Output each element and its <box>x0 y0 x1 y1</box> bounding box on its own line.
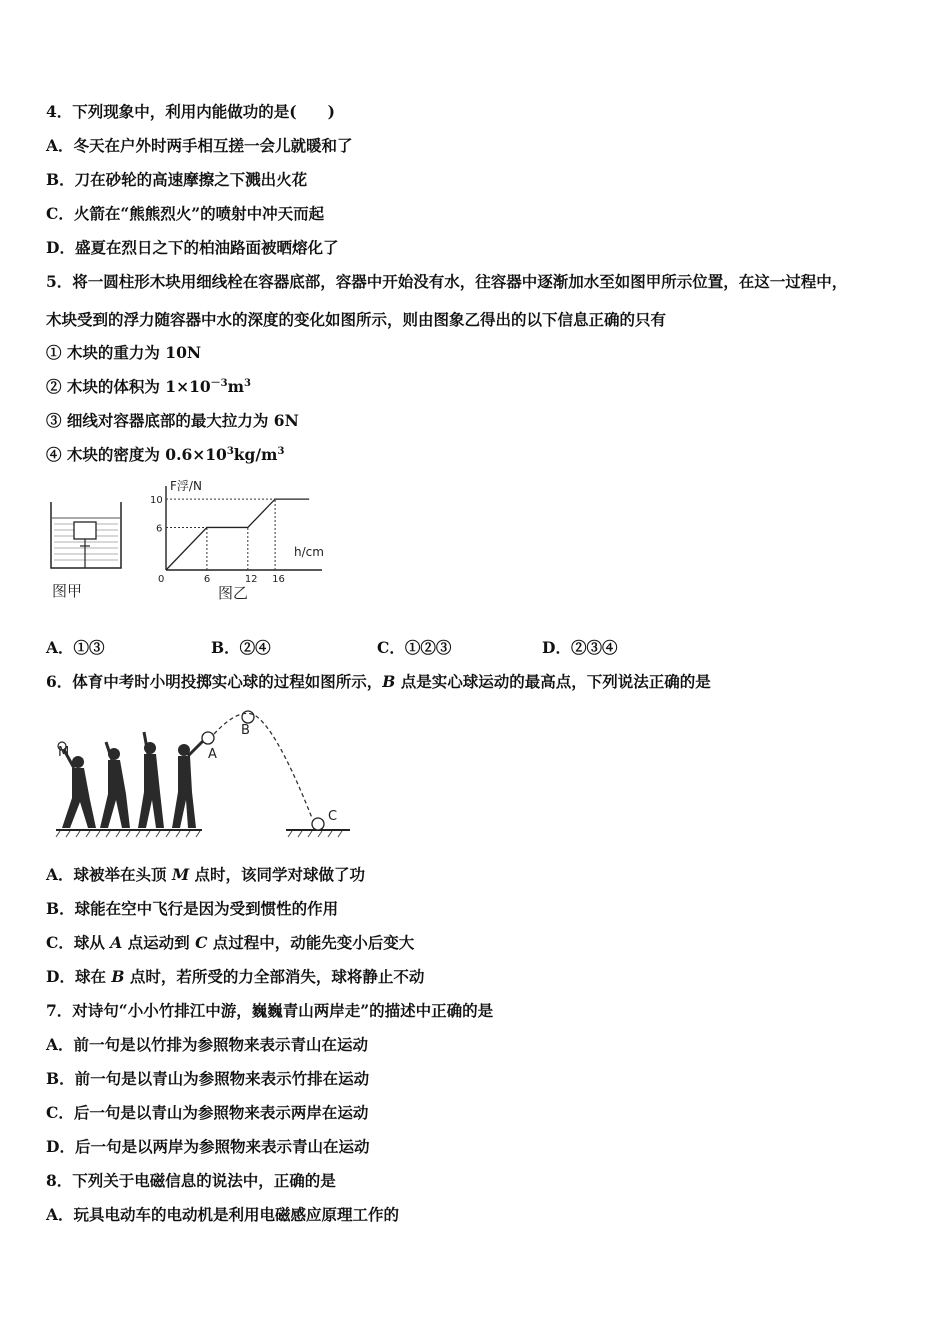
q5-option-b: B．②④ <box>211 638 271 657</box>
q6-stem-var: B <box>382 672 396 691</box>
q4-option-b: B．刀在砂轮的高速摩擦之下溅出火花 <box>46 170 308 189</box>
q5-s2-unit: m <box>227 377 245 396</box>
q5-s2-text: ② 木块的体积为 1×10 <box>46 377 211 396</box>
q6-option-c <box>46 933 414 953</box>
q5-option-c: C．①②③ <box>377 638 452 657</box>
q8-option-a: A．玩具电动车的电动机是利用电磁感应原理工作的 <box>46 1205 400 1224</box>
q6-option-d <box>46 967 424 987</box>
q4-option-d: D．盛夏在烈日之下的柏油路面被晒熔化了 <box>46 238 339 257</box>
q6-d-var: B <box>111 967 125 986</box>
q5-statement-2 <box>46 377 251 397</box>
x-tick-16: 16 <box>272 574 285 585</box>
x-axis-label: h/cm <box>294 545 324 559</box>
q5-s4-unit-exponent: 3 <box>277 446 285 457</box>
q6-option-a <box>46 865 365 885</box>
q8-stem: 8．下列关于电磁信息的说法中，正确的是 <box>46 1171 336 1190</box>
q6-c-mid: 点运动到 <box>122 933 196 952</box>
athlete-silhouettes <box>62 742 196 828</box>
q6-a-post: 点时，该同学对球做了功 <box>189 865 366 884</box>
ball-b <box>242 711 254 723</box>
q5-option-d: D．②③④ <box>542 638 618 657</box>
dashed-guides <box>166 499 275 570</box>
x-tick-0: 0 <box>158 574 165 585</box>
label-c: C <box>328 809 338 824</box>
q5-s4-text: ④ 木块的密度为 0.6×10 <box>46 445 227 464</box>
q5-s2-unit-exponent: 3 <box>244 378 251 389</box>
q4-option-c: C．火箭在“熊熊烈火”的喷射中冲天而起 <box>46 204 325 223</box>
q4-stem: 4．下列现象中，利用内能做功的是( ) <box>46 102 335 121</box>
q5-s4-unit: kg/m <box>233 445 278 464</box>
q6-figure-throw <box>50 702 360 844</box>
q6-a-var: M <box>171 865 190 884</box>
q6-a-pre: A．球被举在头顶 <box>46 865 172 884</box>
q6-c-pre: C．球从 <box>46 933 111 952</box>
q6-d-post: 点时，若所受的力全部消失，球将静止不动 <box>124 967 425 986</box>
q6-c-post: 点过程中，动能先变小后变大 <box>207 933 415 952</box>
label-b: B <box>241 723 250 738</box>
q5-stem-line2: 木块受到的浮力随容器中水的深度的变化如图所示，则由图象乙得出的以下信息正确的只有 <box>46 310 667 329</box>
q5-figure-yi-chart <box>142 478 342 608</box>
q7-stem: 7．对诗句“小小竹排江中游，巍巍青山两岸走”的描述中正确的是 <box>46 1001 494 1020</box>
q6-stem-pre: 6．体育中考时小明投掷实心球的过程如图所示， <box>46 672 383 691</box>
trajectory <box>214 713 312 818</box>
q7-option-c: C．后一句是以青山为参照物来表示两岸在运动 <box>46 1103 369 1122</box>
q6-option-b: B．球能在空中飞行是因为受到惯性的作用 <box>46 899 339 918</box>
q5-s4-exponent: 3 <box>226 446 234 457</box>
q5-figure-jia <box>44 496 130 606</box>
ball-a <box>202 732 214 744</box>
y-tick-6: 6 <box>156 523 163 535</box>
ball-c <box>312 818 324 830</box>
fig-jia-caption: 图甲 <box>52 582 83 600</box>
q5-statement-1: ① 木块的重力为 10N <box>46 343 202 362</box>
x-tick-12: 12 <box>244 574 258 585</box>
wood-block <box>74 522 96 539</box>
q5-option-a: A．①③ <box>46 638 105 657</box>
fig-yi-caption: 图乙 <box>218 584 249 602</box>
q5-s2-exponent: －3 <box>210 378 228 389</box>
q5-statement-3: ③ 细线对容器底部的最大拉力为 6N <box>46 411 299 430</box>
ground-left-hatch <box>56 831 200 837</box>
y-tick-10: 10 <box>150 495 163 507</box>
q7-option-a: A．前一句是以竹排为参照物来表示青山在运动 <box>46 1035 369 1054</box>
series-line <box>166 499 309 570</box>
q6-stem <box>46 672 711 692</box>
q5-stem-line1: 5．将一圆柱形木块用细线栓在容器底部，容器中开始没有水，往容器中逐渐加水至如图甲所示位置，在这一过程中， <box>46 272 848 291</box>
q6-c-var2: C <box>195 933 208 952</box>
x-tick-6: 6 <box>203 574 211 585</box>
q7-option-b: B．前一句是以青山为参照物来表示竹排在运动 <box>46 1069 370 1088</box>
q4-option-a: A．冬天在户外时两手相互搓一会儿就暖和了 <box>46 136 353 155</box>
label-m: M <box>58 745 70 760</box>
q6-stem-post: 点是实心球运动的最高点，下列说法正确的是 <box>395 672 711 691</box>
q5-statement-4 <box>46 445 284 465</box>
q6-d-pre: D．球在 <box>46 967 112 986</box>
label-a: A <box>208 747 217 762</box>
q6-c-var1: A <box>110 933 123 952</box>
ground-right-hatch <box>288 831 342 837</box>
y-axis-label: F浮/N <box>170 479 202 493</box>
q7-option-d: D．后一句是以两岸为参照物来表示青山在运动 <box>46 1137 370 1156</box>
y-tick-labels <box>150 495 163 534</box>
